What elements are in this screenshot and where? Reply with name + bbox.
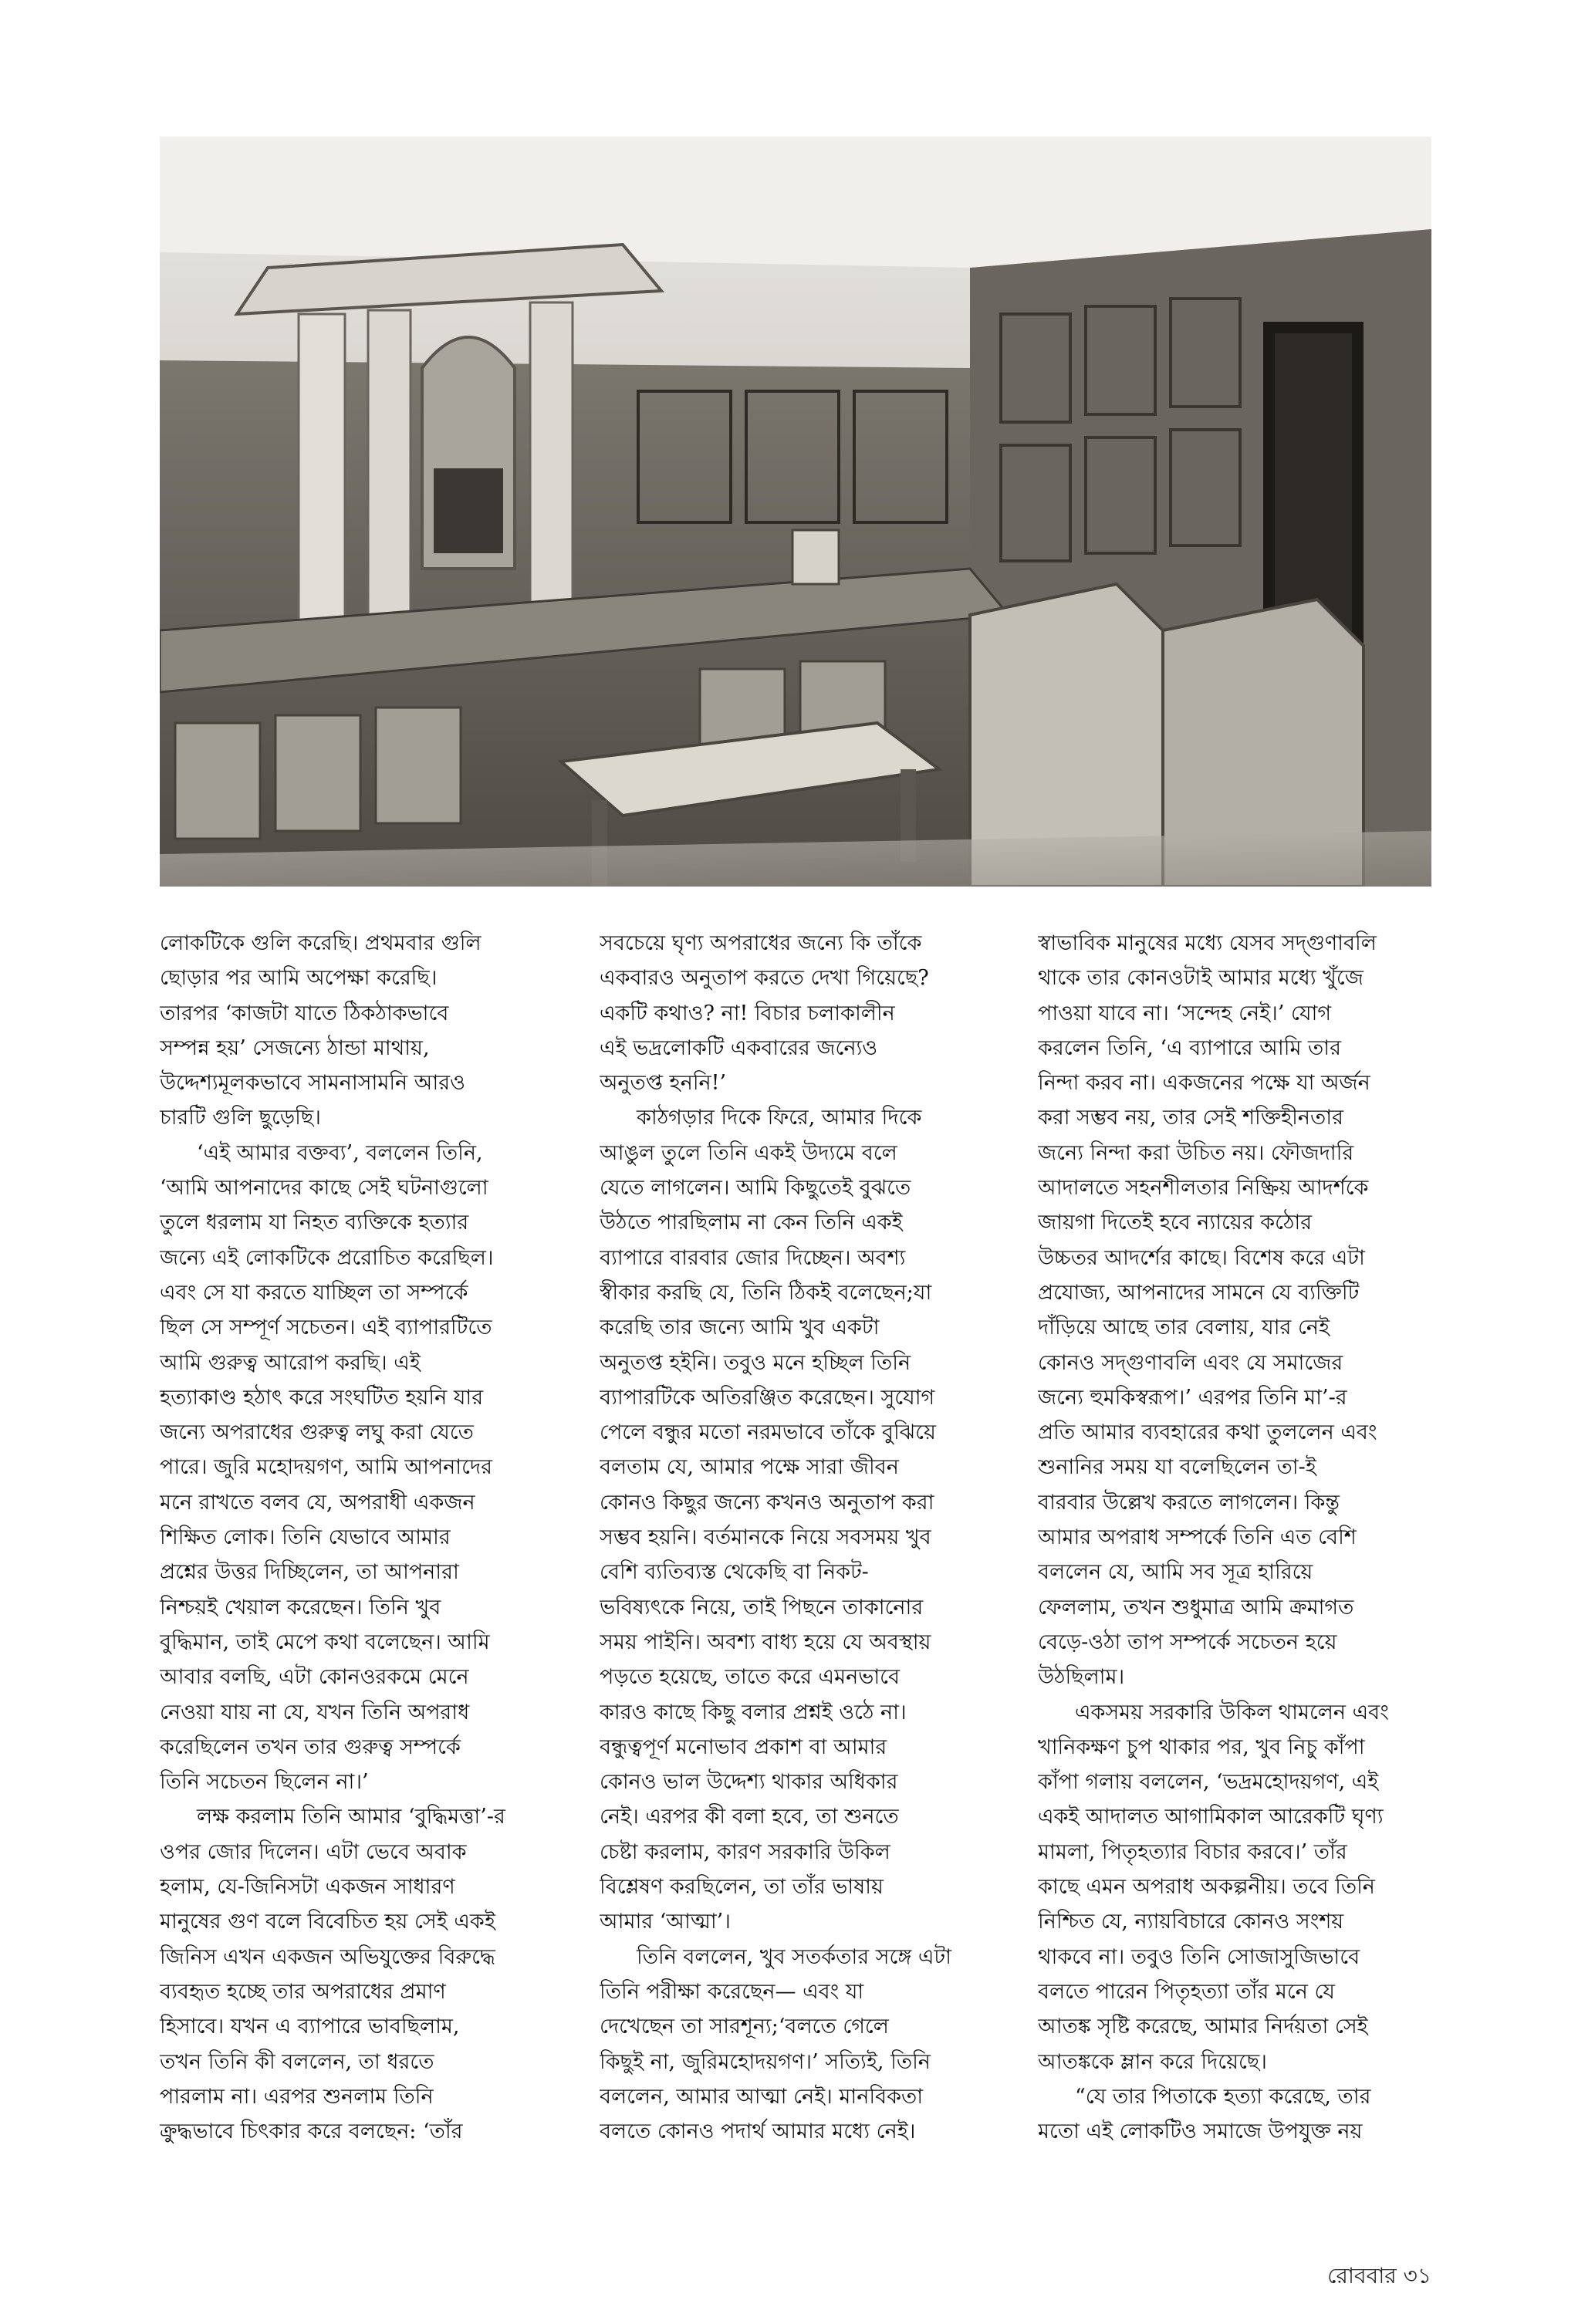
text-line: বলতে পারেন পিতৃহত্যা তাঁর মনে যে xyxy=(1038,1979,1335,2004)
text-line: চেষ্টা করলাম, কারণ সরকারি উকিল xyxy=(600,1839,890,1864)
text-line: করেছি তার জন্যে আমি খুব একটা xyxy=(600,1316,880,1340)
text-line: পারলাম না। এরপর শুনলাম তিনি xyxy=(160,2084,434,2109)
text-line: তিনি পরীক্ষা করেছেন— এবং যা xyxy=(600,1979,864,2004)
text-line: প্রযোজ্য, আপনাদের সামনে যে ব্যক্তিটি xyxy=(1038,1280,1360,1305)
text-line: থাকবে না। তবুও তিনি সোজাসুজিভাবে xyxy=(1038,1944,1360,1969)
text-line: দাঁড়িয়ে আছে তার বেলায়, যার নেই xyxy=(1038,1316,1330,1340)
text-line: তুলে ধরলাম যা নিহত ব্যক্তিকে হত্যার xyxy=(160,1211,469,1235)
text-line: একসময় সরকারি উকিল থামলেন এবং xyxy=(1075,1700,1389,1724)
text-line: তিনি সচেতন ছিলেন না।’ xyxy=(160,1770,369,1795)
text-line: ক্রুদ্ধভাবে চিৎকার করে বলছেন: ‘তাঁর xyxy=(160,2120,463,2144)
text-line: ব্যাপারটিকে অতিরঞ্জিত করেছেন। সুযোগ xyxy=(600,1385,935,1410)
text-line: ব্যাপারে বারবার জোর দিচ্ছেন। অবশ্য xyxy=(600,1245,906,1270)
text-line: ফেললাম, তখন শুধুমাত্র আমি ক্রমাগত xyxy=(1038,1595,1354,1620)
text-line: বেশি ব্যতিব্যস্ত থেকেছি বা নিকট- xyxy=(600,1560,869,1585)
text-line: হত্যাকাণ্ড হঠাৎ করে সংঘটিত হয়নি যার xyxy=(160,1385,484,1410)
text-line: সময় পাইনি। অবশ্য বাধ্য হয়ে যে অবস্থায় xyxy=(600,1630,931,1654)
text-line: বললেন, আমার আত্মা নেই। মানবিকতা xyxy=(600,2084,924,2109)
text-line: আমার অপরাধ সম্পর্কে তিনি এত বেশি xyxy=(1038,1525,1357,1550)
text-line: নেওয়া যায় না যে, যখন তিনি অপরাধ xyxy=(160,1700,470,1724)
text-line: কোনও কিছুর জন্যে কখনও অনুতাপ করা xyxy=(600,1490,934,1515)
text-line: আমি গুরুত্ব আরোপ করছি। এই xyxy=(160,1350,421,1375)
text-line: বলতে কোনও পদার্থ আমার মধ্যে নেই। xyxy=(600,2120,916,2144)
text-line: বলতাম যে, আমার পক্ষে সারা জীবন xyxy=(600,1455,899,1480)
text-line: অনুতপ্ত হইনি। তবুও মনে হচ্ছিল তিনি xyxy=(600,1350,911,1375)
text-line: আবার বলছি, এটা কোনওরকমে মেনে xyxy=(160,1665,469,1690)
text-line: ‘এই আমার বক্তব্য’, বললেন তিনি, xyxy=(197,1140,483,1165)
text-line: সবচেয়ে ঘৃণ্য অপরাধের জন্যে কি তাঁকে xyxy=(600,931,922,955)
text-line: স্বীকার করছি যে, তিনি ঠিকই বলেছেন;যা xyxy=(600,1280,932,1305)
text-line: হলাম, যে-জিনিসটা একজন সাধারণ xyxy=(160,1875,455,1900)
text-line: কিছুই না, জুরিমহোদয়গণ।’ সত্যিই, তিনি xyxy=(600,2049,931,2074)
text-line: জায়গা দিতেই হবে ন্যায়ের কঠোর xyxy=(1038,1211,1313,1235)
text-line: কারও কাছে কিছু বলার প্রশ্নই ওঠে না। xyxy=(600,1700,907,1724)
text-line: বেড়ে-ওঠা তাপ সম্পর্কে সচেতন হয়ে xyxy=(1038,1630,1337,1654)
text-line: কাছে এমন অপরাধ অকল্পনীয়। তবে তিনি xyxy=(1038,1875,1375,1900)
text-line: সম্ভব হয়নি। বর্তমানকে নিয়ে সবসময় খুব xyxy=(600,1525,931,1550)
text-line: কোনও সদ্‌গুণাবলি এবং যে সমাজের xyxy=(1038,1350,1343,1375)
text-line: জন্যে অপরাধের গুরুত্ব লঘু করা যেতে xyxy=(160,1420,474,1445)
text-line: এই ভদ্রলোকটি একবারের জন্যেও xyxy=(600,1035,878,1060)
text-line: বিশ্লেষণ করছিলেন, তা তাঁর ভাষায় xyxy=(600,1875,884,1900)
text-line: খানিকক্ষণ চুপ থাকার পর, খুব নিচু কাঁপা xyxy=(1038,1735,1365,1759)
text-line: আঙুল তুলে তিনি একই উদ্যমে বলে xyxy=(600,1140,897,1165)
text-line: বুদ্ধিমান, তাই মেপে কথা বলেছেন। আমি xyxy=(160,1630,490,1654)
text-line: ছোড়ার পর আমি অপেক্ষা করেছি। xyxy=(160,966,438,991)
text-line: মনে রাখতে বলব যে, অপরাধী একজন xyxy=(160,1490,475,1515)
text-line: মতো এই লোকটিও সমাজে উপযুক্ত নয় xyxy=(1038,2120,1363,2144)
text-line: নিশ্চিত যে, ন্যায়বিচারে কোনও সংশয় xyxy=(1038,1910,1344,1934)
text-line: নিন্দা করব না। একজনের পক্ষে যা অর্জন xyxy=(1038,1071,1370,1096)
text-line: উদ্দেশ্যমূলকভাবে সামনাসামনি আরও xyxy=(160,1071,465,1096)
text-line: অনুতপ্ত হননি!’ xyxy=(600,1071,727,1096)
text-line: পাওয়া যাবে না। ‘সন্দেহ নেই।’ যোগ xyxy=(1038,1001,1332,1025)
text-line: লোকটিকে গুলি করেছি। প্রথমবার গুলি xyxy=(160,931,482,955)
text-line: হিসাবে। যখন এ ব্যাপারে ভাবছিলাম, xyxy=(160,2015,460,2039)
text-line: তখন তিনি কী বললেন, তা ধরতে xyxy=(160,2049,434,2074)
article-column-2 xyxy=(600,926,1016,2149)
text-line: করলেন তিনি, ‘এ ব্যাপারে আমি তার xyxy=(1038,1035,1341,1060)
text-line: তিনি বললেন, খুব সতর্কতার সঙ্গে এটা xyxy=(637,1944,951,1969)
text-line: বললেন যে, আমি সব সূত্র হারিয়ে xyxy=(1038,1560,1313,1585)
text-line: আদালতে সহনশীলতার নিষ্ক্রিয় আদর্শকে xyxy=(1038,1176,1369,1201)
text-line: আতঙ্ককে ম্লান করে দিয়েছে। xyxy=(1038,2049,1267,2074)
text-line: স্বাভাবিক মানুষের মধ্যে যেসব সদ্‌গুণাবলি xyxy=(1038,931,1377,955)
text-line: লক্ষ করলাম তিনি আমার ‘বুদ্ধিমত্তা’-র xyxy=(197,1805,505,1829)
text-line: তারপর ‘কাজটা যাতে ঠিকঠাকভাবে xyxy=(160,1001,449,1025)
text-line: কাঠগড়ার দিকে ফিরে, আমার দিকে xyxy=(637,1106,922,1130)
text-line: আমার ‘আত্মা’। xyxy=(600,1910,731,1934)
text-line: বন্ধুত্বপূর্ণ মনোভাব প্রকাশ বা আমার xyxy=(600,1735,887,1759)
text-line: নেই। এরপর কী বলা হবে, তা শুনতে xyxy=(600,1805,899,1829)
text-line: শুনানির সময় যা বলেছিলেন তা-ই xyxy=(1038,1455,1316,1480)
text-line: আতঙ্ক সৃষ্টি করেছে, আমার নির্দয়তা সেই xyxy=(1038,2015,1368,2039)
text-line: জিনিস এখন একজন অভিযুক্তের বিরুদ্ধে xyxy=(160,1944,495,1969)
text-line: পারে। জুরি মহোদয়গণ, আমি আপনাদের xyxy=(160,1455,492,1480)
courtroom-illustration xyxy=(160,137,1431,887)
text-line: শিক্ষিত লোক। তিনি যেভাবে আমার xyxy=(160,1525,451,1550)
text-line: যেতে লাগলেন। আমি কিছুতেই বুঝতে xyxy=(600,1176,911,1201)
text-line: কোনও ভাল উদ্দেশ্য থাকার অধিকার xyxy=(600,1770,898,1795)
text-line: বারবার উল্লেখ করতে লাগলেন। কিন্তু xyxy=(1038,1490,1340,1515)
text-line: জন্যে নিন্দা করা উচিত নয়। ফৌজদারি xyxy=(1038,1140,1354,1165)
text-line: ভবিষ্যৎকে নিয়ে, তাই পিছনে তাকানোর xyxy=(600,1595,924,1620)
text-line: প্রতি আমার ব্যবহারের কথা তুললেন এবং xyxy=(1038,1420,1377,1445)
text-line: মানুষের গুণ বলে বিবেচিত হয় সেই একই xyxy=(160,1910,495,1934)
text-line: পড়তে হয়েছে, তাতে করে এমনভাবে xyxy=(600,1665,901,1690)
text-line: সম্পন্ন হয়’ সেজন্যে ঠান্ডা মাথায়, xyxy=(160,1035,430,1060)
text-line: উঠতে পারছিলাম না কেন তিনি একই xyxy=(600,1211,903,1235)
text-line: ‘আমি আপনাদের কাছে সেই ঘটনাগুলো xyxy=(160,1176,488,1201)
text-line: মামলা, পিতৃহত্যার বিচার করবে।’ তাঁর xyxy=(1038,1839,1347,1864)
text-line: পেলে বন্ধুর মতো নরমভাবে তাঁকে বুঝিয়ে xyxy=(600,1420,936,1445)
text-line: “যে তার পিতাকে হত্যা করেছে, তার xyxy=(1075,2084,1371,2109)
article-column-1 xyxy=(160,926,576,2149)
text-line: থাকে তার কোনওটাই আমার মধ্যে খুঁজে xyxy=(1038,966,1364,991)
text-line: একবারও অনুতাপ করতে দেখা গিয়েছে? xyxy=(600,966,929,991)
text-line: একটি কথাও? না! বিচার চলাকালীন xyxy=(600,1001,895,1025)
text-line: প্রশ্নের উত্তর দিচ্ছিলেন, তা আপনারা xyxy=(160,1560,459,1585)
text-line: এবং সে যা করতে যাচ্ছিল তা সম্পর্কে xyxy=(160,1280,468,1305)
text-line: করা সম্ভব নয়, তার সেই শক্তিহীনতার xyxy=(1038,1106,1343,1130)
text-line: জন্যে এই লোকটিকে প্ররোচিত করেছিল। xyxy=(160,1245,494,1270)
text-line: ব্যবহৃত হচ্ছে তার অপরাধের প্রমাণ xyxy=(160,1979,446,2004)
article-column-3 xyxy=(1038,926,1455,2149)
text-line: উঠছিলাম। xyxy=(1038,1665,1125,1690)
text-line: একই আদালত আগামিকাল আরেকটি ঘৃণ্য xyxy=(1038,1805,1384,1829)
text-line: চারটি গুলি ছুড়েছি। xyxy=(160,1106,321,1130)
courtroom-photo xyxy=(160,137,1431,887)
text-line: ওপর জোর দিলেন। এটা ভেবে অবাক xyxy=(160,1839,467,1864)
page-footer: রোববার ৩১ xyxy=(1327,2263,1431,2289)
text-line: নিশ্চয়ই খেয়াল করেছেন। তিনি খুব xyxy=(160,1595,441,1620)
text-line: দেখেছেন তা সারশূন্য;‘বলতে গেলে xyxy=(600,2015,889,2039)
text-line: করেছিলেন তখন তার গুরুত্ব সম্পর্কে xyxy=(160,1735,461,1759)
text-line: জন্যে হুমকিস্বরূপ।’ এরপর তিনি মা’-র xyxy=(1038,1385,1347,1410)
text-line: কাঁপা গলায় বললেন, ‘ভদ্রমহোদয়গণ, এই xyxy=(1038,1770,1379,1795)
text-line: উচ্চতর আদর্শের কাছে। বিশেষ করে এটা xyxy=(1038,1245,1365,1270)
text-line: ছিল সে সম্পূর্ণ সচেতন। এই ব্যাপারটিতে xyxy=(160,1316,492,1340)
